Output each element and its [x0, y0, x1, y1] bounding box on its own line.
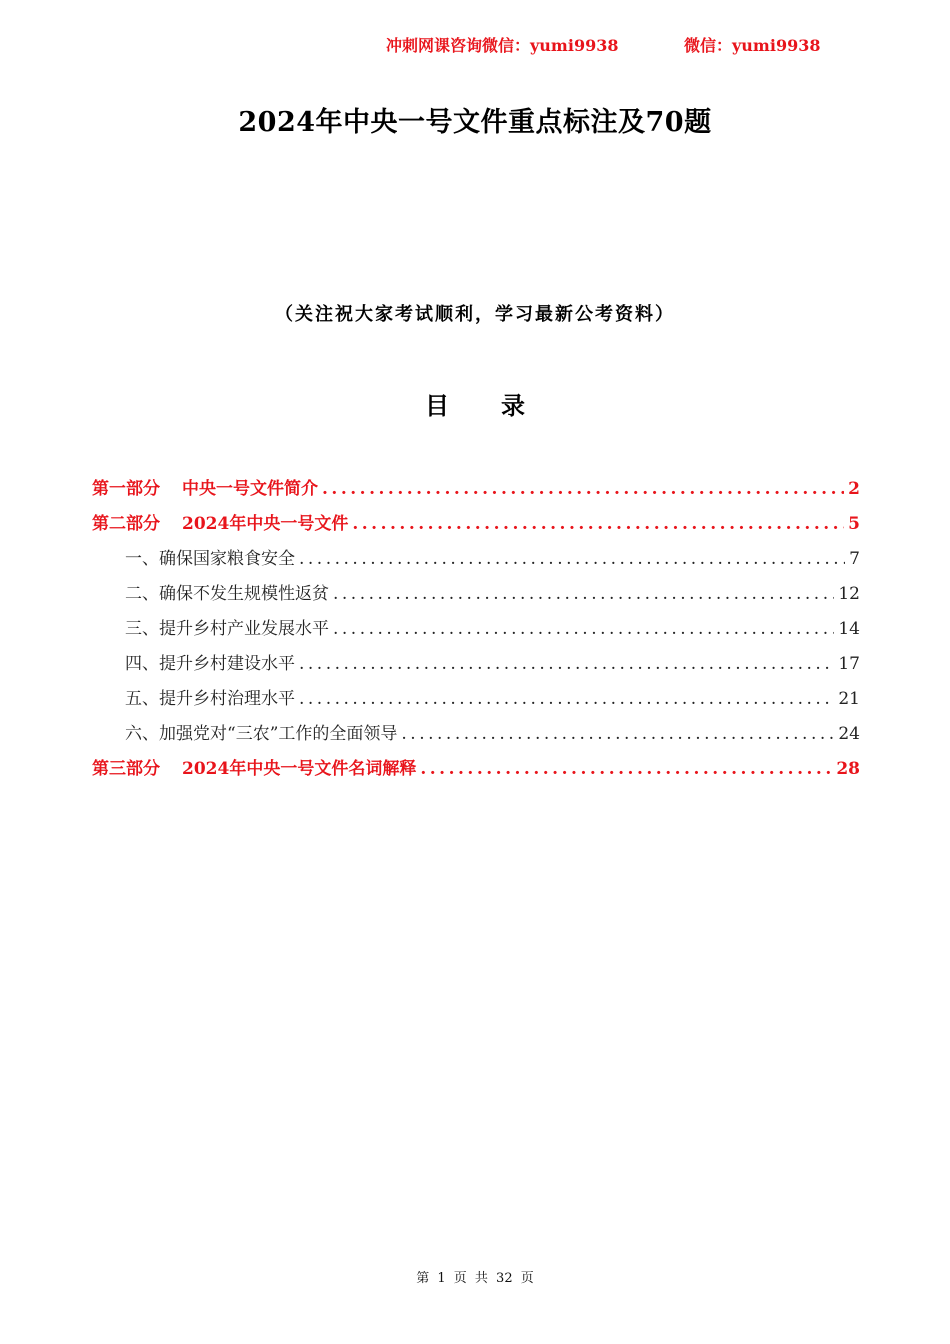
toc-page-number: 5: [848, 514, 860, 534]
toc-part-name: 2024年中央一号文件: [182, 514, 349, 534]
toc-section-label: 三、提升乡村产业发展水平: [125, 619, 329, 639]
toc-page-number: 21: [838, 689, 860, 709]
toc-leader-dots: [333, 584, 834, 604]
toc-page-number: 24: [838, 724, 860, 744]
toc-entry-section-1[interactable]: [92, 544, 860, 579]
document-subtitle: （关注祝大家考试顺利，学习最新公考资料）: [275, 304, 675, 325]
toc-entry-part-1[interactable]: [92, 474, 860, 509]
toc-leader-dots: [299, 689, 834, 709]
toc-entry-section-5[interactable]: [92, 684, 860, 719]
toc-entry-section-3[interactable]: [92, 614, 860, 649]
toc-page-number: 2: [848, 479, 860, 499]
toc-page-number: 14: [838, 619, 860, 639]
toc-leader-dots: [333, 619, 834, 639]
toc-leader-dots: [401, 724, 834, 744]
page-footer: 第 1 页 共 32 页: [416, 1271, 534, 1286]
toc-section-label: 一、确保国家粮食安全: [125, 549, 295, 569]
toc-entry-section-2[interactable]: [92, 579, 860, 614]
toc-leader-dots: [299, 549, 845, 569]
toc-heading: [0, 386, 950, 421]
toc-section-label: 六、加强党对“三农”工作的全面领导: [125, 724, 398, 744]
toc-part-name: 2024年中央一号文件名词解释: [182, 759, 417, 779]
toc-page-number: 28: [836, 759, 860, 779]
document-title: 2024年中央一号文件重点标注及70题: [238, 107, 712, 138]
toc-leader-dots: [352, 514, 844, 534]
table-of-contents: [92, 474, 860, 789]
toc-entry-part-2[interactable]: [92, 509, 860, 544]
toc-part-name: 中央一号文件简介: [182, 479, 318, 499]
toc-heading-char-2: 录: [501, 391, 525, 420]
toc-section-label: 四、提升乡村建设水平: [125, 654, 295, 674]
toc-leader-dots: [420, 759, 832, 779]
toc-entry-section-4[interactable]: [92, 649, 860, 684]
toc-section-label: 五、提升乡村治理水平: [125, 689, 295, 709]
toc-page-number: 12: [838, 584, 860, 604]
toc-heading-char-1: 目: [425, 391, 449, 420]
toc-page-number: 7: [849, 549, 860, 569]
toc-section-label: 二、确保不发生规模性返贫: [125, 584, 329, 604]
toc-page-number: 17: [838, 654, 860, 674]
toc-leader-dots: [299, 654, 834, 674]
toc-entry-section-6[interactable]: [92, 719, 860, 754]
toc-leader-dots: [322, 479, 844, 499]
header-contact-note: 冲刺网课咨询微信：yumi9938: [386, 36, 619, 55]
toc-entry-part-3[interactable]: [92, 754, 860, 789]
header-wechat-note: 微信：yumi9938: [684, 36, 821, 55]
toc-part-label: 第二部分: [92, 514, 160, 534]
toc-part-label: 第三部分: [92, 759, 160, 779]
toc-part-label: 第一部分: [92, 479, 160, 499]
